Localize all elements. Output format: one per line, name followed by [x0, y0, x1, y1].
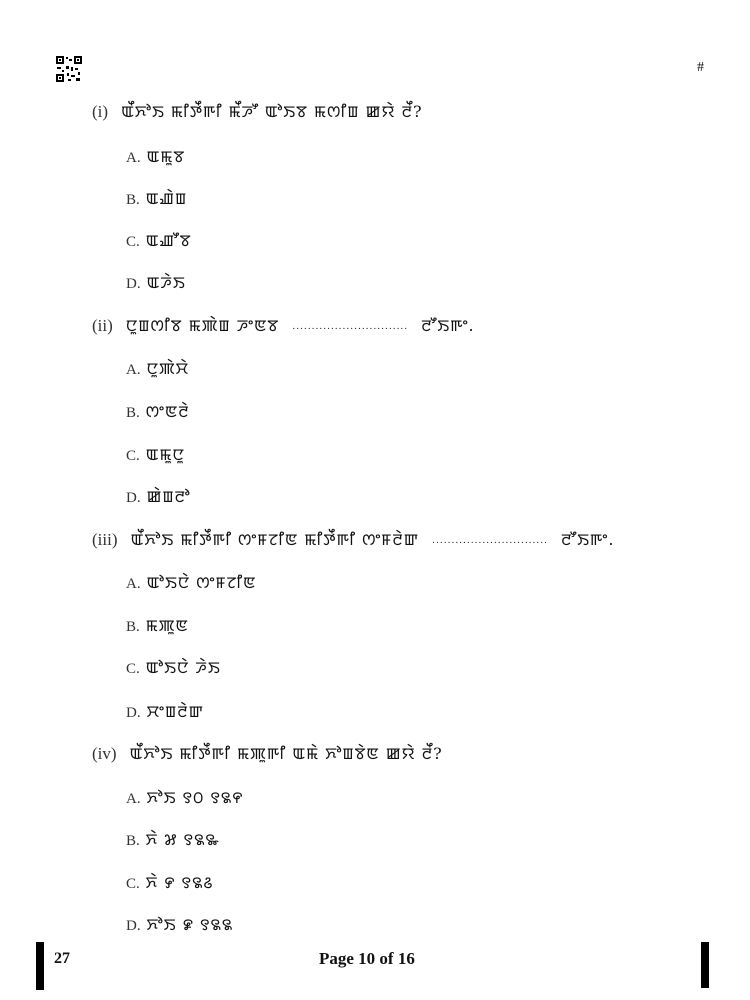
question-suffix: ꯂꯧꯏꯒꯦ. — [421, 316, 475, 335]
question-4-option-b — [126, 829, 220, 851]
option-label: B. — [126, 619, 140, 635]
question-4 — [92, 743, 443, 765]
option-label: A. — [126, 150, 141, 166]
question-text: ꯑꯩꯈꯣꯏ ꯃꯤꯇꯩꯒꯤ ꯃꯄꯨꯒꯤ ꯑꯃꯥ ꯈꯣꯡꯕꯥꯟ ꯀꯌꯥ ꯂꯩ? — [129, 744, 443, 763]
question-1-option-a — [126, 146, 185, 168]
question-1-option-b — [126, 188, 187, 210]
option-text: ꯈꯥ ꯷ ꯱꯲꯳ — [145, 830, 220, 849]
option-label: D. — [126, 490, 141, 506]
page-number: Page 10 of 16 — [319, 949, 415, 968]
question-text: ꯅꯨꯡꯁꯤꯕ ꯃꯄꯥꯡ ꯍꯦꯟꯕ — [125, 316, 280, 335]
option-label: C. — [126, 876, 140, 892]
option-label: B. — [126, 833, 140, 849]
question-1 — [92, 101, 423, 123]
question-text: ꯑꯩꯈꯣꯏ ꯃꯤꯇꯩꯒꯤ ꯃꯩꯍꯧ ꯑꯣꯏꯕ ꯃꯁꯤꯡ ꯀꯌꯥ ꯂꯩ? — [121, 102, 423, 121]
page-marker: # — [697, 60, 704, 75]
option-text: ꯈꯣꯏ ꯱꯰ ꯱꯲꯵ — [146, 788, 244, 807]
answer-blank: .............................. — [432, 536, 548, 546]
option-text: ꯈꯣꯏ ꯹ ꯱꯲꯲ — [146, 915, 234, 934]
question-3-option-d — [126, 701, 204, 723]
option-text: ꯑꯣꯏꯅꯥ ꯁꯦꯝꯖꯤꯟ — [146, 573, 257, 592]
footer-right-bar — [701, 942, 709, 988]
option-label: A. — [126, 791, 141, 807]
option-text: ꯑꯉꯧꯕ — [145, 231, 192, 250]
option-label: A. — [126, 576, 141, 592]
option-label: A. — [126, 362, 141, 378]
question-3-option-b — [126, 615, 189, 637]
option-text: ꯅꯨꯄꯥꯆꯥ — [146, 359, 190, 378]
question-3-option-c — [126, 657, 221, 679]
question-1-option-d — [126, 272, 186, 294]
option-label: C. — [126, 448, 140, 464]
question-2-option-a — [126, 358, 189, 380]
option-label: D. — [126, 276, 141, 292]
question-2-option-c — [126, 444, 185, 466]
question-4-option-d — [126, 914, 233, 936]
option-label: B. — [126, 405, 140, 421]
question-number: (iv) — [92, 744, 117, 763]
option-text: ꯑꯉꯥꯡ — [145, 189, 188, 208]
option-label: D. — [126, 918, 141, 934]
question-3 — [92, 529, 614, 551]
option-text: ꯃꯄꯨꯟ — [145, 616, 189, 635]
question-text: ꯑꯩꯈꯣꯏ ꯃꯤꯇꯩꯒꯤ ꯁꯦꯝꯖꯤꯟ ꯃꯤꯇꯩꯒꯤ ꯁꯦꯝꯂꯥꯛ — [130, 530, 420, 549]
option-text: ꯁꯦꯟꯂꯥ — [145, 402, 190, 421]
question-2-option-b — [126, 401, 190, 423]
question-number: (i) — [92, 102, 109, 121]
option-label: C. — [126, 661, 140, 677]
option-label: B. — [126, 192, 140, 208]
paper-code: 27 — [54, 950, 70, 967]
option-text: ꯆꯦꯡꯂꯥꯛ — [146, 702, 204, 721]
question-2 — [92, 315, 475, 337]
option-text: ꯈꯥ ꯸ ꯱꯲꯴ — [145, 873, 214, 892]
question-number: (ii) — [92, 316, 113, 335]
answer-blank: .............................. — [292, 322, 409, 332]
option-label: D. — [126, 705, 141, 721]
question-suffix: ꯂꯧꯏꯒꯦ. — [561, 530, 615, 549]
question-2-option-d — [126, 486, 191, 508]
option-text: ꯀꯥꯡꯂꯣ — [146, 487, 191, 506]
question-1-option-c — [126, 230, 192, 252]
question-4-option-a — [126, 787, 243, 809]
option-text: ꯑꯃꯨꯕ — [146, 147, 186, 166]
footer-left-bar — [36, 942, 44, 990]
question-4-option-c — [126, 872, 213, 894]
question-number: (iii) — [92, 530, 118, 549]
question-3-option-a — [126, 572, 256, 594]
option-label: C. — [126, 234, 140, 250]
qr-code-icon — [56, 56, 82, 82]
option-text: ꯑꯃꯨꯅꯨ — [145, 445, 185, 464]
option-text: ꯑꯣꯏꯅꯥ ꯍꯥꯏ — [145, 658, 221, 677]
option-text: ꯑꯍꯥꯏ — [146, 273, 186, 292]
